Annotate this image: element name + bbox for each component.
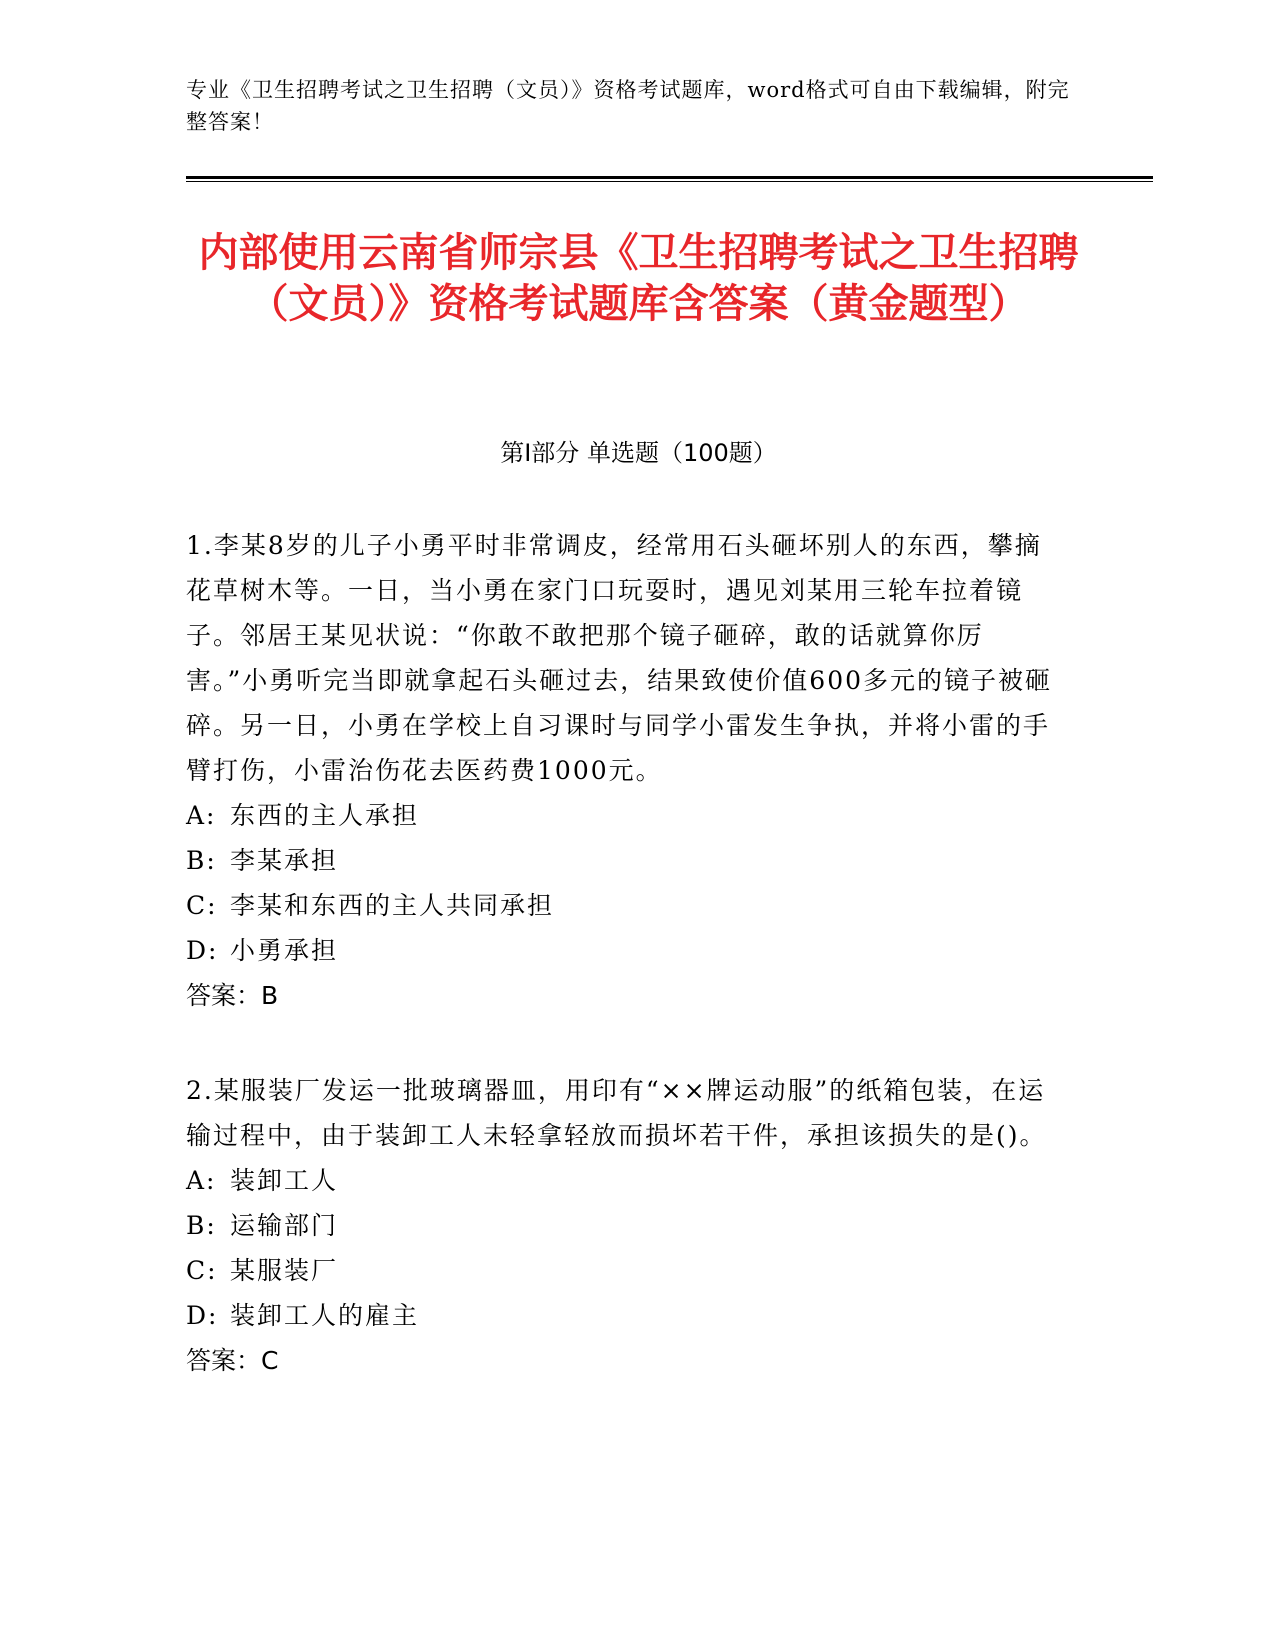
header-divider-thick: [186, 176, 1153, 179]
option-letter: C:: [186, 891, 218, 920]
option-c: [186, 1248, 1066, 1293]
answer-line: 答案：B: [186, 981, 279, 1010]
option-text: 装卸工人的雇主: [230, 1301, 420, 1330]
answer-line: 答案：C: [186, 1346, 279, 1375]
option-letter: B:: [186, 1211, 217, 1240]
option-text: 东西的主人承担: [230, 801, 420, 830]
header-note: 专业《卫生招聘考试之卫生招聘（文员）》资格考试题库，word格式可自由下载编辑，附完整答案！: [186, 78, 1070, 134]
option-letter: B:: [186, 846, 217, 875]
option-text: 李某和东西的主人共同承担: [230, 891, 555, 920]
option-a: [186, 1158, 1066, 1203]
option-d: [186, 1293, 1066, 1338]
option-letter: C:: [186, 1256, 218, 1285]
option-letter: A:: [186, 1166, 217, 1195]
option-text: 装卸工人: [230, 1166, 339, 1195]
question-1: [186, 523, 1066, 1018]
option-text: 运输部门: [230, 1211, 339, 1240]
option-b: [186, 838, 1066, 883]
option-text: 李某承担: [230, 846, 339, 875]
option-b: [186, 1203, 1066, 1248]
option-d: [186, 928, 1066, 973]
question-stem: 2.某服装厂发运一批玻璃器皿，用印有“××牌运动服”的纸箱包装，在运输过程中，由于装卸工人未轻拿轻放而损坏若干件，承担该损失的是()。: [186, 1076, 1047, 1150]
option-letter: A:: [186, 801, 217, 830]
option-letter: D:: [186, 936, 219, 965]
option-text: 某服装厂: [230, 1256, 339, 1285]
question-2: [186, 1068, 1066, 1383]
section-heading: 第Ⅰ部分 单选题（100题）: [500, 439, 777, 467]
question-stem: 1.李某8岁的儿子小勇平时非常调皮，经常用石头砸坏别人的东西，攀摘花草树木等。一日，当小勇在家门口玩耍时，遇见刘某用三轮车拉着镜子。邻居王某见状说：“你敢不敢把那个镜子砸碎，敢的话就算你厉害。”小勇听完当即就拿起石头砸过去，结果致使价值600多元的镜子被砸碎。另一日，小勇在学校上自习课时与同学小雷发生争执，并将小雷的手臂打伤，小雷治伤花去医药费1000元。: [186, 531, 1053, 785]
option-letter: D:: [186, 1301, 219, 1330]
document-title: 内部使用云南省师宗县《卫生招聘考试之卫生招聘（文员）》资格考试题库含答案（黄金题型）: [198, 230, 1079, 327]
header-divider-thin: [186, 181, 1153, 182]
option-c: [186, 883, 1066, 928]
option-a: [186, 793, 1066, 838]
option-text: 小勇承担: [230, 936, 339, 965]
